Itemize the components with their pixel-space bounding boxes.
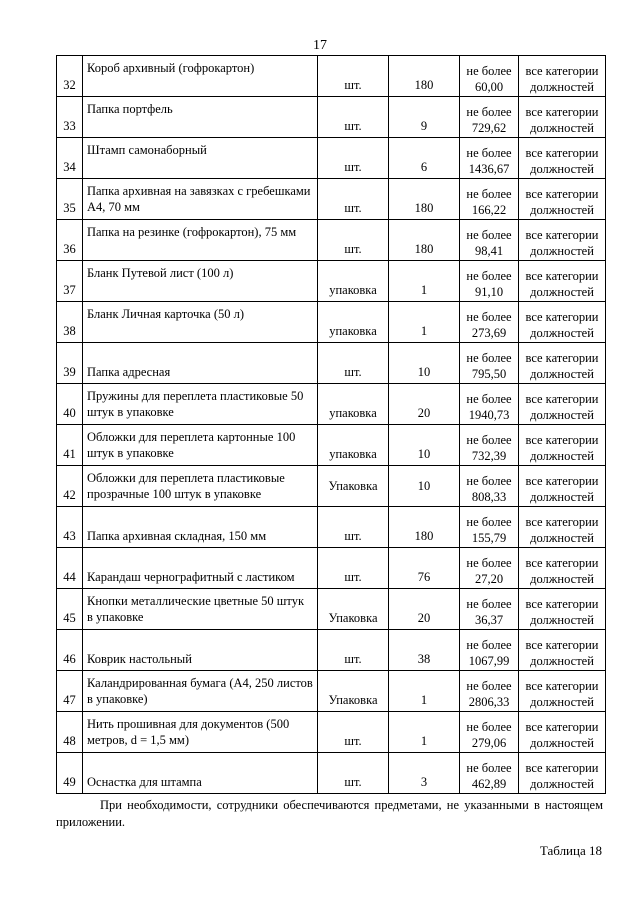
item-quantity: [389, 56, 460, 97]
item-price: [460, 138, 519, 179]
price-limit-label: не более: [466, 269, 512, 283]
item-unit-text: шт.: [344, 242, 362, 256]
table-row: [57, 261, 606, 302]
item-unit-text: шт.: [344, 78, 362, 92]
item-quantity: [389, 384, 460, 425]
page-number: 17: [313, 38, 327, 53]
item-name-text: Обложки для переплета пластиковые прозрачные 100 штук в упаковке: [87, 471, 285, 501]
item-name-text: Коврик настольный: [87, 652, 192, 666]
item-unit: [318, 56, 389, 97]
item-name: [83, 753, 318, 794]
category-line-2: должностей: [530, 367, 594, 381]
item-category: [519, 548, 606, 589]
row-number: [57, 302, 83, 343]
table-row: [57, 56, 606, 97]
item-quantity-text: 10: [417, 447, 431, 461]
category-line-2: должностей: [530, 408, 594, 422]
price-limit-label: не более: [466, 64, 512, 78]
item-name: [83, 302, 318, 343]
item-name-text: Папка архивная на завязках с гребешками А4, 70 мм: [87, 184, 311, 214]
item-category: [519, 261, 606, 302]
item-quantity-text: 10: [417, 365, 431, 379]
row-number-text: 37: [63, 283, 76, 297]
row-number-text: 45: [63, 611, 76, 625]
item-price: [460, 589, 519, 630]
row-number: [57, 712, 83, 753]
category-line-2: должностей: [530, 121, 594, 135]
category-line-1: все категории: [525, 310, 599, 324]
item-unit-text: упаковка: [329, 324, 377, 338]
price-limit-label: не более: [466, 187, 512, 201]
table-row: [57, 302, 606, 343]
item-name: [83, 548, 318, 589]
table-row: [57, 179, 606, 220]
item-quantity: [389, 548, 460, 589]
table-row: [57, 753, 606, 794]
row-number-text: 34: [63, 160, 76, 174]
category-line-1: все категории: [525, 556, 599, 570]
item-quantity: [389, 589, 460, 630]
item-name: [83, 220, 318, 261]
item-unit: [318, 302, 389, 343]
item-category: [519, 179, 606, 220]
category-line-2: должностей: [530, 531, 594, 545]
category-line-2: должностей: [530, 203, 594, 217]
item-name-text: Бланк Путевой лист (100 л): [87, 266, 234, 280]
item-unit-text: шт.: [344, 119, 362, 133]
item-quantity: [389, 97, 460, 138]
item-category: [519, 302, 606, 343]
item-quantity: [389, 712, 460, 753]
item-unit-text: шт.: [344, 652, 362, 666]
item-unit-text: шт.: [344, 365, 362, 379]
item-price: [460, 712, 519, 753]
item-name: [83, 261, 318, 302]
item-quantity: [389, 753, 460, 794]
row-number: [57, 671, 83, 712]
item-quantity-text: 20: [417, 611, 431, 625]
item-unit: [318, 261, 389, 302]
category-line-1: все категории: [525, 105, 599, 119]
item-quantity-text: 180: [414, 529, 434, 543]
item-name: [83, 630, 318, 671]
category-line-1: все категории: [525, 433, 599, 447]
item-price: [460, 261, 519, 302]
row-number-text: 40: [63, 406, 76, 420]
row-number-text: 39: [63, 365, 76, 379]
item-price: [460, 630, 519, 671]
category-line-1: все категории: [525, 269, 599, 283]
category-line-2: должностей: [530, 162, 594, 176]
price-value: 273,69: [471, 326, 507, 340]
row-number: [57, 220, 83, 261]
row-number: [57, 589, 83, 630]
item-price: [460, 753, 519, 794]
item-name-text: Нить прошивная для документов (500 метров, d = 1,5 мм): [87, 717, 290, 747]
row-number: [57, 753, 83, 794]
footnote: При необходимости, сотрудники обеспечиваются предметами, не указанными в настоящем приложении.: [56, 798, 603, 829]
item-category: [519, 466, 606, 507]
table-row: [57, 425, 606, 466]
price-value: 36,37: [474, 613, 504, 627]
item-name: [83, 712, 318, 753]
row-number-text: 33: [63, 119, 76, 133]
price-limit-label: не более: [466, 556, 512, 570]
item-name-text: Папка портфель: [87, 102, 173, 116]
item-price: [460, 302, 519, 343]
item-name-text: Папка адресная: [87, 365, 171, 379]
item-quantity-text: 180: [414, 242, 434, 256]
category-line-1: все категории: [525, 720, 599, 734]
price-value: 2806,33: [468, 695, 510, 709]
table-row: [57, 220, 606, 261]
category-line-1: все категории: [525, 515, 599, 529]
item-quantity: [389, 138, 460, 179]
row-number: [57, 630, 83, 671]
category-line-1: все категории: [525, 679, 599, 693]
item-unit-text: шт.: [344, 734, 362, 748]
item-quantity: [389, 343, 460, 384]
item-name-text: Карандаш чернографитный с ластиком: [87, 570, 295, 584]
row-number-text: 35: [63, 201, 76, 215]
item-unit: [318, 466, 389, 507]
item-name-text: Папка архивная складная, 150 мм: [87, 529, 267, 543]
item-unit: [318, 753, 389, 794]
item-unit: [318, 630, 389, 671]
category-line-2: должностей: [530, 285, 594, 299]
item-category: [519, 97, 606, 138]
category-line-2: должностей: [530, 490, 594, 504]
item-unit-text: Упаковка: [328, 611, 378, 625]
item-price: [460, 671, 519, 712]
item-price: [460, 220, 519, 261]
table-label: Таблица 18: [539, 843, 602, 858]
item-price: [460, 179, 519, 220]
row-number-text: 36: [63, 242, 76, 256]
category-line-1: все категории: [525, 638, 599, 652]
item-unit-text: упаковка: [329, 283, 377, 297]
item-category: [519, 425, 606, 466]
item-quantity-text: 180: [414, 78, 434, 92]
price-limit-label: не более: [466, 351, 512, 365]
price-value: 166,22: [471, 203, 507, 217]
row-number-text: 32: [63, 78, 76, 92]
item-unit: [318, 548, 389, 589]
item-price: [460, 56, 519, 97]
item-price: [460, 97, 519, 138]
price-value: 27,20: [474, 572, 504, 586]
price-value: 808,33: [471, 490, 507, 504]
item-name: [83, 671, 318, 712]
item-unit: [318, 589, 389, 630]
price-value: 279,06: [471, 736, 507, 750]
price-value: 60,00: [474, 80, 504, 94]
item-category: [519, 507, 606, 548]
row-number: [57, 384, 83, 425]
price-value: 462,89: [471, 777, 507, 791]
category-line-2: должностей: [530, 572, 594, 586]
item-price: [460, 343, 519, 384]
item-price: [460, 384, 519, 425]
item-name: [83, 179, 318, 220]
row-number-text: 42: [63, 488, 76, 502]
category-line-1: все категории: [525, 474, 599, 488]
price-value: 1940,73: [468, 408, 510, 422]
item-unit: [318, 179, 389, 220]
category-line-2: должностей: [530, 449, 594, 463]
item-category: [519, 589, 606, 630]
item-category: [519, 56, 606, 97]
item-category: [519, 712, 606, 753]
item-price: [460, 425, 519, 466]
item-unit: [318, 671, 389, 712]
row-number: [57, 56, 83, 97]
price-limit-label: не более: [466, 515, 512, 529]
item-quantity: [389, 507, 460, 548]
price-value: 1436,67: [468, 162, 510, 176]
item-name: [83, 97, 318, 138]
table-row: [57, 671, 606, 712]
category-line-2: должностей: [530, 244, 594, 258]
price-limit-label: не более: [466, 392, 512, 406]
item-quantity-text: 76: [417, 570, 431, 584]
item-unit-text: шт.: [344, 529, 362, 543]
price-limit-label: не более: [466, 761, 512, 775]
row-number: [57, 466, 83, 507]
category-line-1: все категории: [525, 351, 599, 365]
category-line-1: все категории: [525, 228, 599, 242]
row-number-text: 41: [63, 447, 76, 461]
item-category: [519, 384, 606, 425]
item-name-text: Пружины для переплета пластиковые 50 штук в упаковке: [87, 389, 304, 419]
category-line-2: должностей: [530, 326, 594, 340]
row-number-text: 47: [63, 693, 76, 707]
table-row: [57, 384, 606, 425]
item-name: [83, 56, 318, 97]
item-quantity-text: 20: [417, 406, 431, 420]
item-unit-text: шт.: [344, 160, 362, 174]
price-value: 729,62: [471, 121, 507, 135]
category-line-2: должностей: [530, 613, 594, 627]
item-quantity: [389, 261, 460, 302]
row-number-text: 48: [63, 734, 76, 748]
table-row: [57, 466, 606, 507]
item-name: [83, 466, 318, 507]
price-value: 795,50: [471, 367, 507, 381]
row-number-text: 44: [63, 570, 76, 584]
item-quantity-text: 1: [420, 283, 428, 297]
item-unit: [318, 138, 389, 179]
category-line-1: все категории: [525, 761, 599, 775]
category-line-2: должностей: [530, 80, 594, 94]
item-name: [83, 589, 318, 630]
category-line-2: должностей: [530, 695, 594, 709]
item-unit: [318, 343, 389, 384]
item-quantity: [389, 302, 460, 343]
item-name: [83, 384, 318, 425]
item-quantity-text: 1: [420, 693, 428, 707]
item-name: [83, 425, 318, 466]
item-category: [519, 343, 606, 384]
item-quantity-text: 180: [414, 201, 434, 215]
row-number: [57, 343, 83, 384]
item-name-text: Кнопки металлические цветные 50 штук в упаковке: [87, 594, 305, 624]
price-limit-label: не более: [466, 679, 512, 693]
item-name-text: Короб архивный (гофрокартон): [87, 61, 255, 75]
item-quantity-text: 10: [417, 479, 431, 493]
price-value: 732,39: [471, 449, 507, 463]
price-limit-label: не более: [466, 720, 512, 734]
supplies-table: [56, 55, 606, 794]
price-limit-label: не более: [466, 597, 512, 611]
item-unit-text: шт.: [344, 201, 362, 215]
category-line-1: все категории: [525, 146, 599, 160]
table-row: [57, 630, 606, 671]
row-number: [57, 425, 83, 466]
item-quantity-text: 9: [420, 119, 428, 133]
item-category: [519, 753, 606, 794]
item-quantity-text: 1: [420, 324, 428, 338]
row-number: [57, 548, 83, 589]
item-name-text: Бланк Личная карточка (50 л): [87, 307, 245, 321]
price-limit-label: не более: [466, 310, 512, 324]
item-quantity-text: 38: [417, 652, 431, 666]
item-quantity: [389, 466, 460, 507]
item-unit-text: шт.: [344, 775, 362, 789]
row-number-text: 38: [63, 324, 76, 338]
row-number-text: 43: [63, 529, 76, 543]
item-category: [519, 671, 606, 712]
item-name-text: Штамп самонаборный: [87, 143, 207, 157]
item-unit-text: шт.: [344, 570, 362, 584]
item-category: [519, 138, 606, 179]
category-line-1: все категории: [525, 392, 599, 406]
row-number: [57, 261, 83, 302]
category-line-2: должностей: [530, 654, 594, 668]
row-number: [57, 179, 83, 220]
item-unit-text: Упаковка: [328, 479, 378, 493]
table-row: [57, 548, 606, 589]
row-number-text: 46: [63, 652, 76, 666]
item-price: [460, 548, 519, 589]
row-number: [57, 138, 83, 179]
item-name-text: Оснастка для штампа: [87, 775, 202, 789]
item-quantity-text: 6: [420, 160, 428, 174]
category-line-1: все категории: [525, 597, 599, 611]
price-limit-label: не более: [466, 474, 512, 488]
price-limit-label: не более: [466, 433, 512, 447]
item-name-text: Папка на резинке (гофрокартон), 75 мм: [87, 225, 297, 239]
item-quantity: [389, 179, 460, 220]
table-row: [57, 507, 606, 548]
item-unit: [318, 507, 389, 548]
item-name: [83, 138, 318, 179]
item-name-text: Каландрированная бумага (А4, 250 листов в упаковке): [87, 676, 313, 706]
category-line-1: все категории: [525, 187, 599, 201]
category-line-2: должностей: [530, 736, 594, 750]
price-limit-label: не более: [466, 638, 512, 652]
item-quantity: [389, 425, 460, 466]
item-price: [460, 466, 519, 507]
item-unit: [318, 712, 389, 753]
item-quantity: [389, 220, 460, 261]
row-number: [57, 97, 83, 138]
row-number: [57, 507, 83, 548]
item-unit: [318, 425, 389, 466]
item-quantity: [389, 630, 460, 671]
category-line-2: должностей: [530, 777, 594, 791]
item-quantity: [389, 671, 460, 712]
item-unit: [318, 384, 389, 425]
price-value: 1067,99: [468, 654, 510, 668]
row-number-text: 49: [63, 775, 76, 789]
item-category: [519, 220, 606, 261]
item-name-text: Обложки для переплета картонные 100 штук в упаковке: [87, 430, 296, 460]
category-line-1: все категории: [525, 64, 599, 78]
item-name: [83, 343, 318, 384]
item-unit: [318, 220, 389, 261]
item-quantity-text: 3: [420, 775, 428, 789]
item-unit-text: упаковка: [329, 406, 377, 420]
price-limit-label: не более: [466, 146, 512, 160]
table-row: [57, 343, 606, 384]
table-row: [57, 589, 606, 630]
table-row: [57, 712, 606, 753]
item-unit-text: Упаковка: [328, 693, 378, 707]
price-limit-label: не более: [466, 228, 512, 242]
price-limit-label: не более: [466, 105, 512, 119]
item-quantity-text: 1: [420, 734, 428, 748]
price-value: 155,79: [471, 531, 507, 545]
item-unit-text: упаковка: [329, 447, 377, 461]
item-category: [519, 630, 606, 671]
item-name: [83, 507, 318, 548]
item-unit: [318, 97, 389, 138]
item-price: [460, 507, 519, 548]
price-value: 91,10: [474, 285, 504, 299]
table-row: [57, 97, 606, 138]
price-value: 98,41: [474, 244, 504, 258]
table-row: [57, 138, 606, 179]
